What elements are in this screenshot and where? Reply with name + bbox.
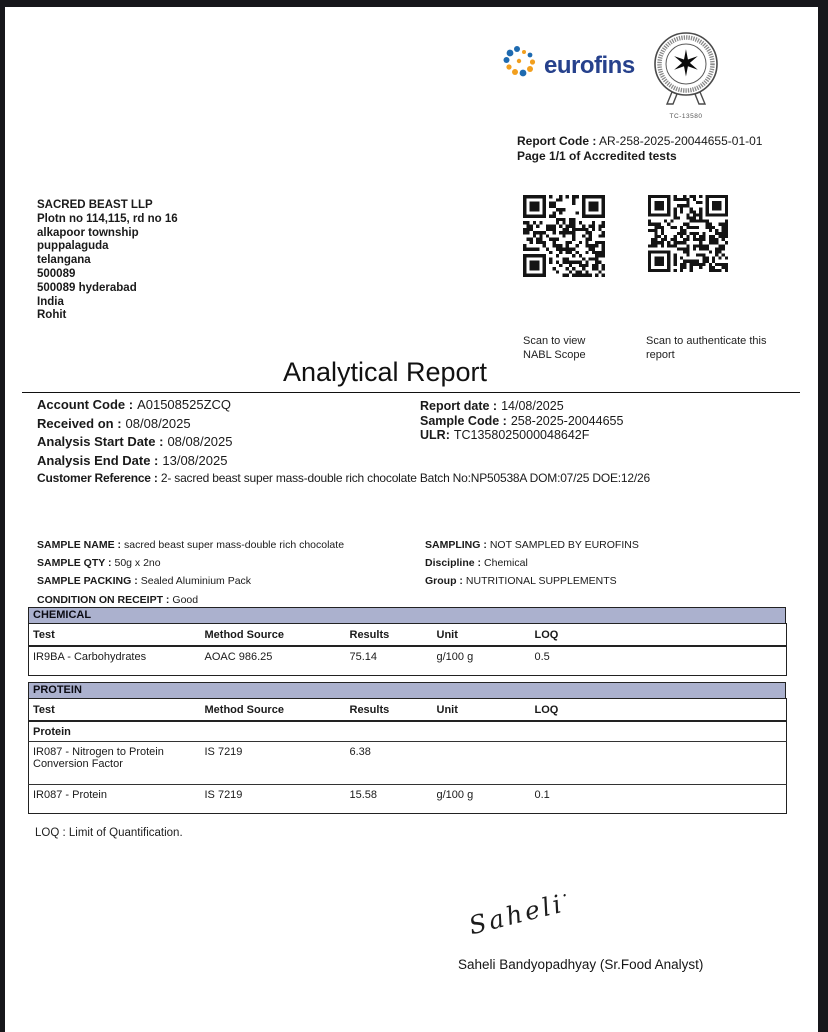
cell-loq: 0.1 bbox=[534, 789, 550, 801]
sample-value: NOT SAMPLED BY EUROFINS bbox=[489, 539, 639, 551]
info-label: ULR: bbox=[420, 428, 450, 442]
table-subsection-row bbox=[29, 721, 787, 742]
sample-info-left bbox=[37, 536, 344, 609]
recipient-name: SACRED BEAST LLP bbox=[37, 199, 153, 211]
col-header-method-source: Method Source bbox=[201, 699, 346, 722]
info-value: TC1358025000048642F bbox=[453, 428, 590, 442]
page-line: Page 1/1 of Accredited tests bbox=[517, 149, 677, 163]
info-row bbox=[37, 415, 233, 434]
qr-code-authenticate bbox=[648, 195, 728, 272]
sample-value: Good bbox=[172, 593, 199, 606]
cell-method-source: AOAC 986.25 bbox=[204, 651, 273, 663]
col-header-unit: Unit bbox=[433, 624, 531, 647]
table-header-row bbox=[29, 699, 787, 722]
sample-value: 50g x 2no bbox=[114, 557, 161, 570]
customer-reference bbox=[37, 471, 650, 485]
info-value: 08/08/2025 bbox=[167, 434, 233, 449]
qr-caption-line: NABL Scope bbox=[523, 349, 586, 361]
address-line: Rohit bbox=[37, 309, 67, 322]
sample-row bbox=[425, 554, 639, 572]
sample-label: Group : bbox=[425, 575, 463, 588]
cell-unit: g/100 g bbox=[436, 651, 474, 663]
sample-label: SAMPLE QTY : bbox=[37, 557, 112, 570]
sample-row bbox=[37, 554, 344, 572]
address-line: puppalaguda bbox=[37, 240, 109, 253]
report-code-value: AR-258-2025-20044655-01-01 bbox=[599, 134, 763, 148]
cell-loq bbox=[531, 742, 787, 785]
sample-value: NUTRITIONAL SUPPLEMENTS bbox=[465, 575, 617, 588]
customer-reference-value: 2- sacred beast super mass-double rich chocolate Batch No:NP50538A DOM:07/25 DOE:12/26 bbox=[160, 471, 650, 485]
title-divider bbox=[22, 392, 800, 393]
chemical-section bbox=[28, 607, 786, 676]
sample-label: SAMPLE NAME : bbox=[37, 539, 121, 551]
qr-caption-line: Scan to view bbox=[523, 335, 586, 347]
cell-method-source: IS 7219 bbox=[201, 742, 346, 785]
report-info-right bbox=[420, 399, 623, 443]
svg-text:✶: ✶ bbox=[670, 44, 702, 85]
address-line: India bbox=[37, 295, 64, 308]
protein-section bbox=[28, 682, 786, 814]
seal-code: TC-13580 bbox=[669, 113, 703, 120]
qr-caption-line: report bbox=[646, 349, 675, 361]
analyst-signature: Saheli · bbox=[465, 884, 575, 940]
report-code-block bbox=[517, 134, 762, 164]
table-row bbox=[29, 742, 787, 785]
cell-test: IR087 - Protein bbox=[33, 789, 107, 801]
qr-code-nabl-scope bbox=[523, 195, 605, 277]
sample-info-right bbox=[425, 536, 639, 591]
eurofins-wordmark: eurofins bbox=[544, 51, 635, 79]
chemical-section-header: CHEMICAL bbox=[28, 607, 786, 623]
protein-table bbox=[28, 698, 787, 814]
info-label: Report date : bbox=[420, 399, 498, 413]
col-header-method-source: Method Source bbox=[201, 624, 346, 647]
qr-caption-line: Scan to authenticate this bbox=[646, 335, 767, 347]
info-label: Received on : bbox=[37, 415, 122, 431]
col-header-loq: LOQ bbox=[531, 699, 787, 722]
cell-unit bbox=[433, 742, 531, 785]
info-label: Analysis End Date : bbox=[37, 452, 159, 468]
info-label: Analysis Start Date : bbox=[37, 434, 164, 449]
col-header-test: Test bbox=[29, 699, 201, 722]
nabl-seal bbox=[644, 29, 728, 120]
sample-label: Discipline : bbox=[425, 557, 482, 570]
cell-results: 15.58 bbox=[349, 789, 378, 801]
cell-unit: g/100 g bbox=[436, 789, 474, 801]
cell-method-source: IS 7219 bbox=[204, 789, 243, 801]
report-code-line bbox=[517, 134, 762, 149]
sample-label: CONDITION ON RECEIPT : bbox=[37, 593, 170, 606]
page-title: Analytical Report bbox=[282, 357, 488, 387]
info-row bbox=[420, 428, 623, 443]
sample-row bbox=[425, 536, 639, 554]
sample-value: Sealed Aluminium Pack bbox=[140, 575, 252, 588]
report-code-label: Report Code : bbox=[517, 134, 597, 148]
col-header-loq: LOQ bbox=[531, 624, 787, 647]
loq-note: LOQ : Limit of Quantification. bbox=[35, 827, 183, 839]
info-value: 13/08/2025 bbox=[162, 452, 228, 468]
sample-label: SAMPLE PACKING : bbox=[37, 575, 138, 588]
chemical-table bbox=[28, 623, 787, 676]
sample-row bbox=[37, 572, 344, 590]
info-row bbox=[37, 433, 233, 452]
cell-test: IR9BA - Carbohydrates bbox=[33, 651, 147, 663]
info-value: 258-2025-20044655 bbox=[510, 413, 624, 428]
sample-value: Chemical bbox=[484, 557, 528, 570]
sample-row bbox=[37, 536, 344, 554]
cell-results: 6.38 bbox=[346, 742, 433, 785]
customer-reference-label: Customer Reference : bbox=[37, 471, 158, 485]
analyst-name: Saheli Bandyopadhyay (Sr.Food Analyst) bbox=[458, 957, 704, 972]
subsection-label: Protein bbox=[29, 721, 787, 742]
cell-test: IR087 - Nitrogen to Protein Conversion Factor bbox=[29, 742, 201, 785]
report-info-left bbox=[37, 396, 233, 470]
info-label: Account Code : bbox=[37, 397, 134, 412]
address-line: 500089 hyderabad bbox=[37, 281, 137, 294]
address-line: telangana bbox=[37, 254, 91, 267]
protein-section-header: PROTEIN bbox=[28, 682, 786, 698]
cell-loq: 0.5 bbox=[534, 651, 550, 663]
sample-label: SAMPLING : bbox=[425, 539, 487, 551]
col-header-test: Test bbox=[29, 624, 201, 647]
address-line: alkapoor township bbox=[37, 226, 139, 239]
nabl-seal-icon bbox=[647, 29, 725, 107]
recipient-address bbox=[37, 199, 178, 323]
sample-row bbox=[425, 572, 639, 590]
table-header-row bbox=[29, 624, 787, 647]
eurofins-logo bbox=[502, 43, 635, 88]
report-page bbox=[5, 7, 818, 1032]
address-line: Plotn no 114,115, rd no 16 bbox=[37, 212, 178, 225]
address-line: 500089 bbox=[37, 267, 76, 280]
info-label: Sample Code : bbox=[420, 413, 507, 428]
sample-value: sacred beast super mass-double rich chocolate bbox=[124, 539, 345, 551]
cell-results: 75.14 bbox=[349, 651, 378, 663]
info-row bbox=[420, 414, 623, 429]
info-row bbox=[37, 396, 233, 415]
info-row bbox=[37, 452, 233, 471]
table-row bbox=[29, 785, 787, 814]
col-header-results: Results bbox=[346, 624, 433, 647]
col-header-unit: Unit bbox=[433, 699, 531, 722]
info-value: 14/08/2025 bbox=[501, 399, 564, 413]
info-value: A01508525ZCQ bbox=[137, 397, 232, 412]
info-value: 08/08/2025 bbox=[125, 415, 191, 431]
col-header-results: Results bbox=[346, 699, 433, 722]
table-row bbox=[29, 646, 787, 676]
info-row bbox=[420, 399, 623, 414]
eurofins-swirl-icon bbox=[502, 43, 538, 88]
